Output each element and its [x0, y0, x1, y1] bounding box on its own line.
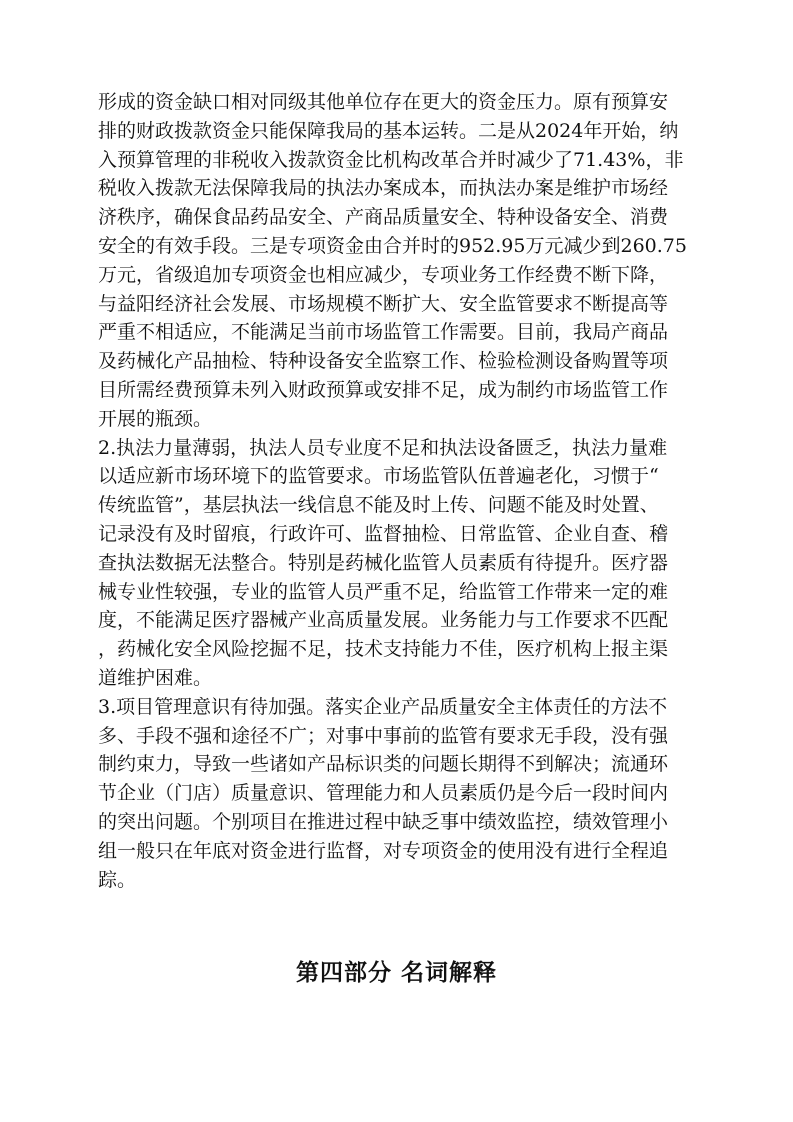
text-line: 3.项目管理意识有待加强。落实企业产品质量安全主体责任的方法不: [98, 695, 668, 718]
text-line: 与益阳经济社会发展、市场规模不断扩大、安全监管要求不断提高等: [98, 292, 669, 315]
text-line: 及药械化产品抽检、特种设备安全监察工作、检验检测设备购置等项: [98, 350, 669, 373]
text-line: 入预算管理的非税收入拨款资金比机构改革合并时减少了71.43%，非: [98, 148, 684, 171]
text-line: 形成的资金缺口相对同级其他单位存在更大的资金压力。原有预算安: [98, 91, 669, 113]
body-text: [98, 88, 702, 894]
text-line: 制约束力，导致一些诸如产品标识类的问题长期得不到解决；流通环: [98, 753, 669, 776]
text-line: 道维护困难。: [98, 666, 213, 689]
section-heading: 第四部分 名词解释: [295, 960, 497, 986]
text-line: 安全的有效手段。三是专项资金由合并时的952.95万元减少到260.75: [98, 234, 687, 257]
text-line: ，药械化安全风险挖掘不足，技术支持能力不佳，医疗机构上报主渠: [98, 638, 669, 661]
text-line: 开展的瓶颈。: [98, 407, 213, 430]
text-line: 查执法数据无法整合。特别是药械化监管人员素质有待提升。医疗器: [98, 551, 669, 574]
text-line: 度，不能满足医疗器械产业高质量发展。业务能力与工作要求不匹配: [98, 609, 669, 632]
text-line: 严重不相适应，不能满足当前市场监管工作需要。目前，我局产商品: [98, 321, 669, 344]
text-line: 万元，省级追加专项资金也相应减少，专项业务工作经费不断下降，: [98, 263, 669, 286]
text-line: 传统监管”，基层执法一线信息不能及时上传、问题不能及时处置、: [98, 494, 659, 517]
text-line: 节企业（门店）质量意识、管理能力和人员素质仍是今后一段时间内: [98, 782, 669, 805]
text-line: 踪。: [98, 868, 137, 891]
text-line: 记录没有及时留痕，行政许可、监督抽检、日常监管、企业自查、稽: [98, 522, 669, 545]
text-line: 税收入拨款无法保障我局的执法办案成本，而执法办案是维护市场经: [98, 177, 669, 200]
text-line: 排的财政拨款资金只能保障我局的基本运转。二是从2024年开始，纳: [98, 119, 679, 142]
text-line: 多、手段不强和途径不广；对事中事前的监管有要求无手段，没有强: [98, 724, 669, 747]
text-line: 目所需经费预算未列入财政预算或安排不足，成为制约市场监管工作: [98, 378, 669, 401]
text-line: 以适应新市场环境下的监管要求。市场监管队伍普遍老化，习惯于“: [98, 465, 659, 488]
text-line: 械专业性较强，专业的监管人员严重不足，给监管工作带来一定的难: [98, 580, 669, 603]
text-line: 的突出问题。个别项目在推进过程中缺乏事中绩效监控，绩效管理小: [98, 810, 669, 833]
text-line: 2.执法力量薄弱，执法人员专业度不足和执法设备匮乏，执法力量难: [98, 436, 668, 459]
text-line: 济秩序，确保食品药品安全、产商品质量安全、特种设备安全、消费: [98, 206, 669, 229]
text-line: 组一般只在年底对资金进行监督，对专项资金的使用没有进行全程追: [98, 839, 669, 862]
